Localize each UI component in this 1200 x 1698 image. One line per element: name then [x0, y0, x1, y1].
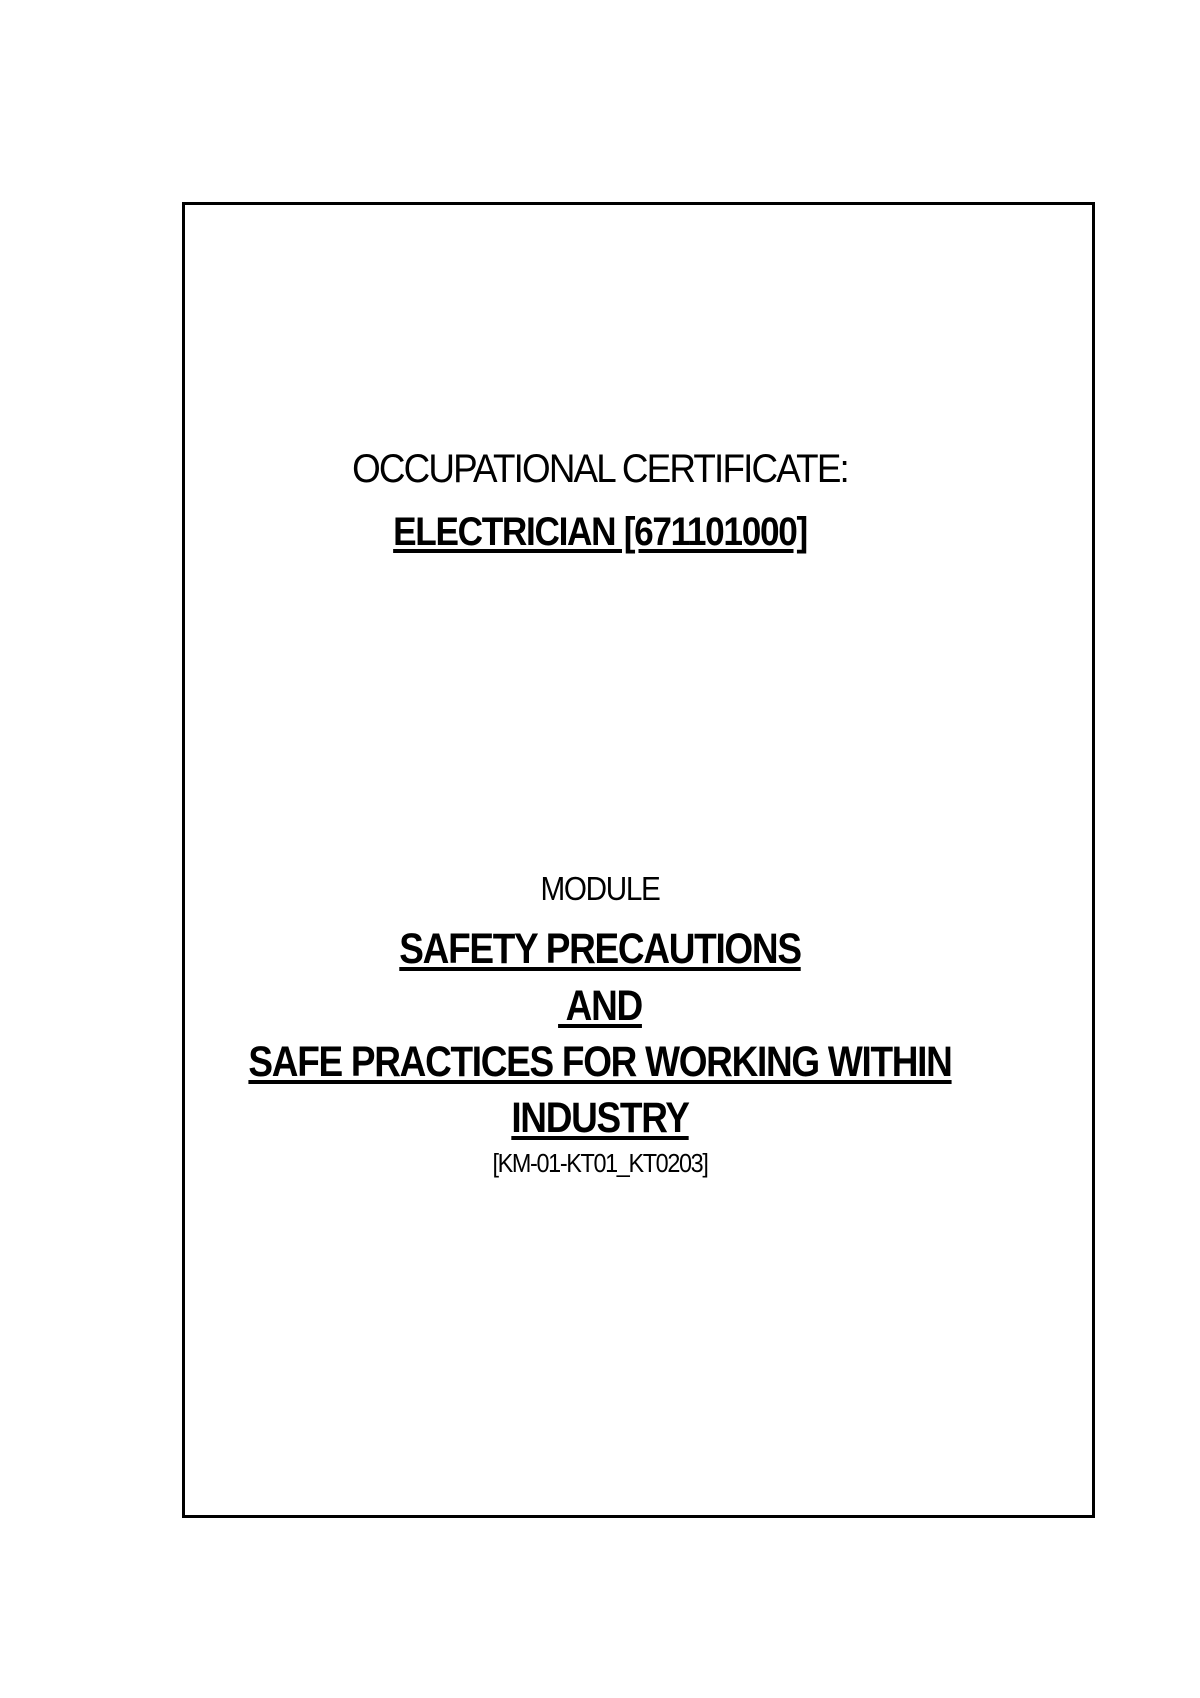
- module-title-line-4: INDUSTRY: [511, 1094, 689, 1142]
- cover-border-frame: [182, 202, 1095, 1518]
- certificate-title: ELECTRICIAN [671101000]: [393, 510, 807, 554]
- module-title-line-3: SAFE PRACTICES FOR WORKING WITHIN: [248, 1038, 952, 1086]
- module-title-line-2: AND: [558, 982, 642, 1030]
- certificate-heading: OCCUPATIONAL CERTIFICATE:: [352, 447, 848, 491]
- module-label: MODULE: [540, 870, 660, 907]
- module-title-line-1: SAFETY PRECAUTIONS: [399, 925, 801, 973]
- module-code: [KM-01-KT01_KT0203]: [492, 1148, 708, 1178]
